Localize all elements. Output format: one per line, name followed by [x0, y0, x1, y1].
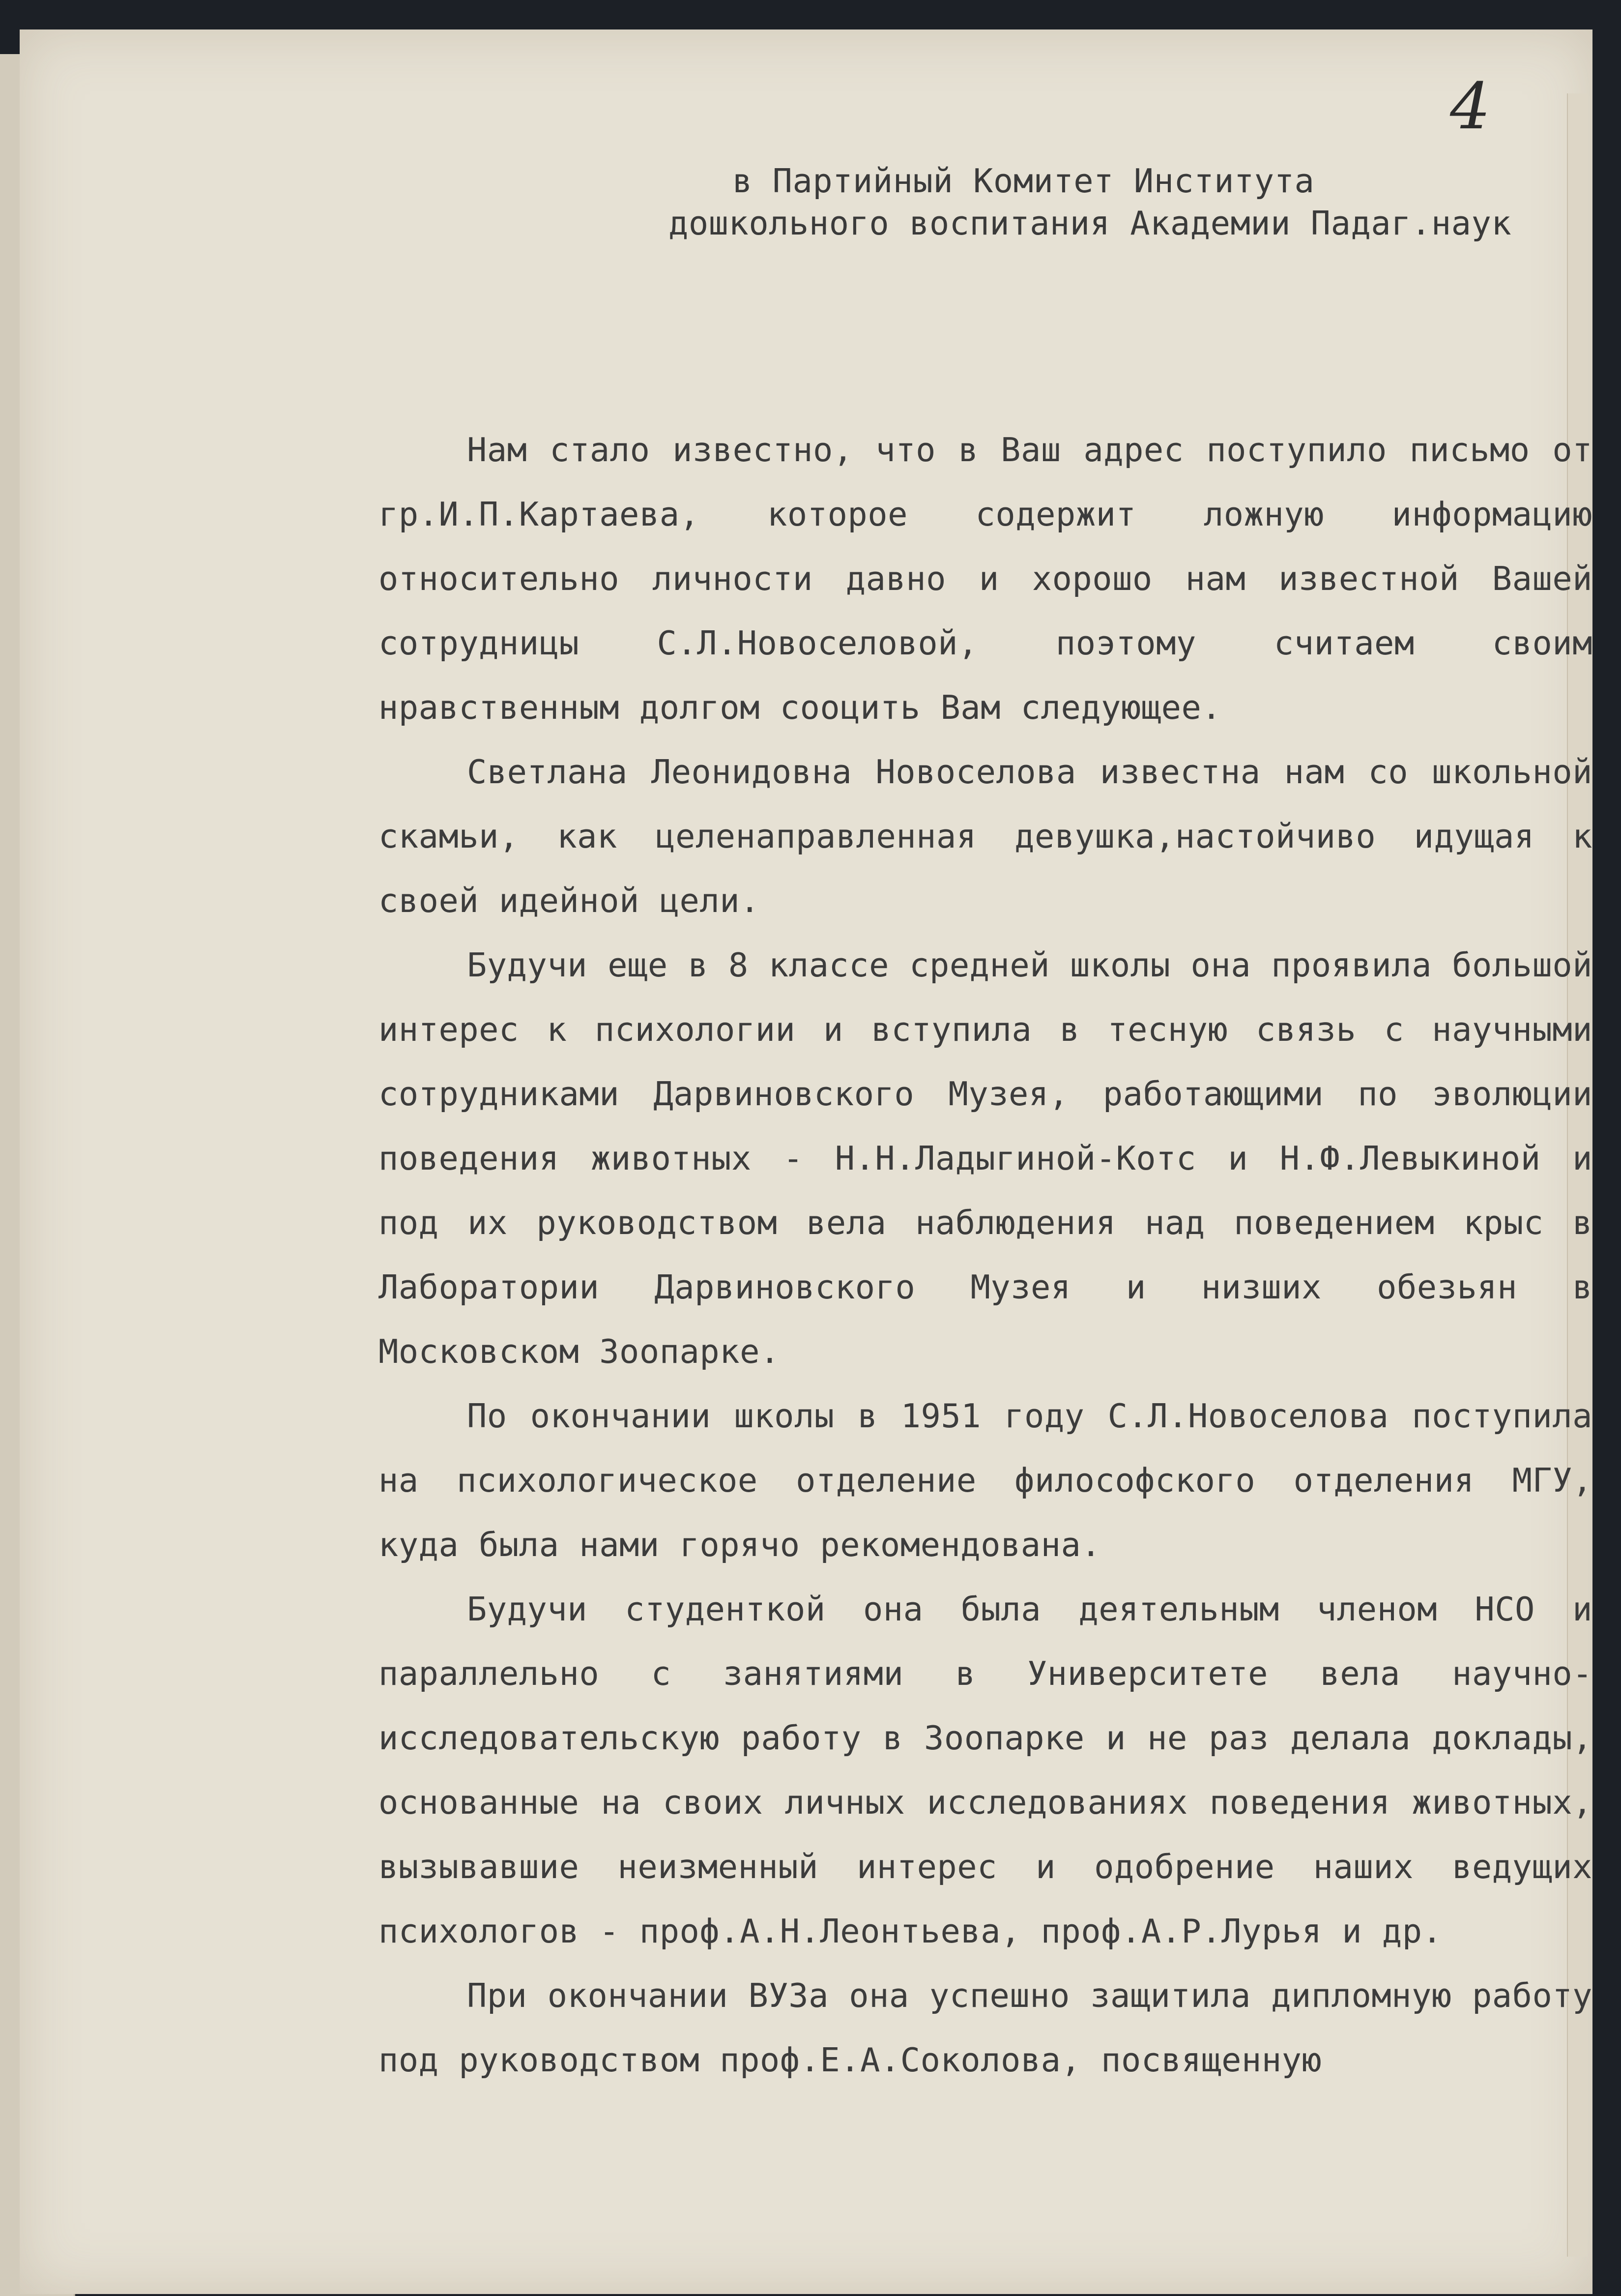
paragraph: Светлана Леонидовна Новоселова известна нам со школьной скамьи, как целенаправленная девушка,настойчиво идущая к своей идейной цели. — [378, 753, 1592, 920]
page-number: 4 — [1450, 69, 1491, 144]
paragraph: При окончании ВУЗа она успешно защитила дипломную работу под руководством проф.Е.А.Соколова, посвященную — [378, 1976, 1592, 2079]
paragraph: Будучи студенткой она была деятельным членом НСО и параллельно с занятиями в Университете вела научно-исследовательскую работу в Зоопарке и не раз делала доклады, основанные на своих личных исследованиях поведения животных, вызывавшие неизменный интерес и одобрение наших ведущих психологов - проф.А.Н.Леонтьева, проф.А.Р.Лурья и др. — [378, 1590, 1592, 1950]
letter-body — [378, 418, 1592, 2092]
paragraph: Нам стало известно, что в Ваш адрес поступило письмо от гр.И.П.Картаева, которое содержит ложную информацию относительно личности давно и хорошо нам известной Вашей сотрудницы С.Л.Новоселовой, поэтому считаем своим нравственным долгом сооцить Вам следующее. — [378, 431, 1592, 727]
paragraph: Будучи еще в 8 классе средней школы она проявила большой интерес к психологии и вступила в тесную связь с научными сотрудниками Дарвиновского Музея, работающими по эволюции поведения животных - Н.Н.Ладыгиной-Котс и Н.Ф.Левыкиной и под их руководством вела наблюдения над поведением крыс в Лаборатории Дарвиновского Музея и низших обезьян в Московском Зоопарке. — [378, 946, 1592, 1371]
addressee-line: в Партийный Комитет Института — [732, 162, 1315, 200]
addressee-block — [541, 160, 1621, 244]
addressee-line: дошкольного воспитания Академии Падаг.наук — [668, 204, 1512, 242]
paragraph: По окончании школы в 1951 году С.Л.Новоселова поступила на психологическое отделение философского отделения МГУ, куда была нами горячо рекомендована. — [378, 1397, 1592, 1564]
